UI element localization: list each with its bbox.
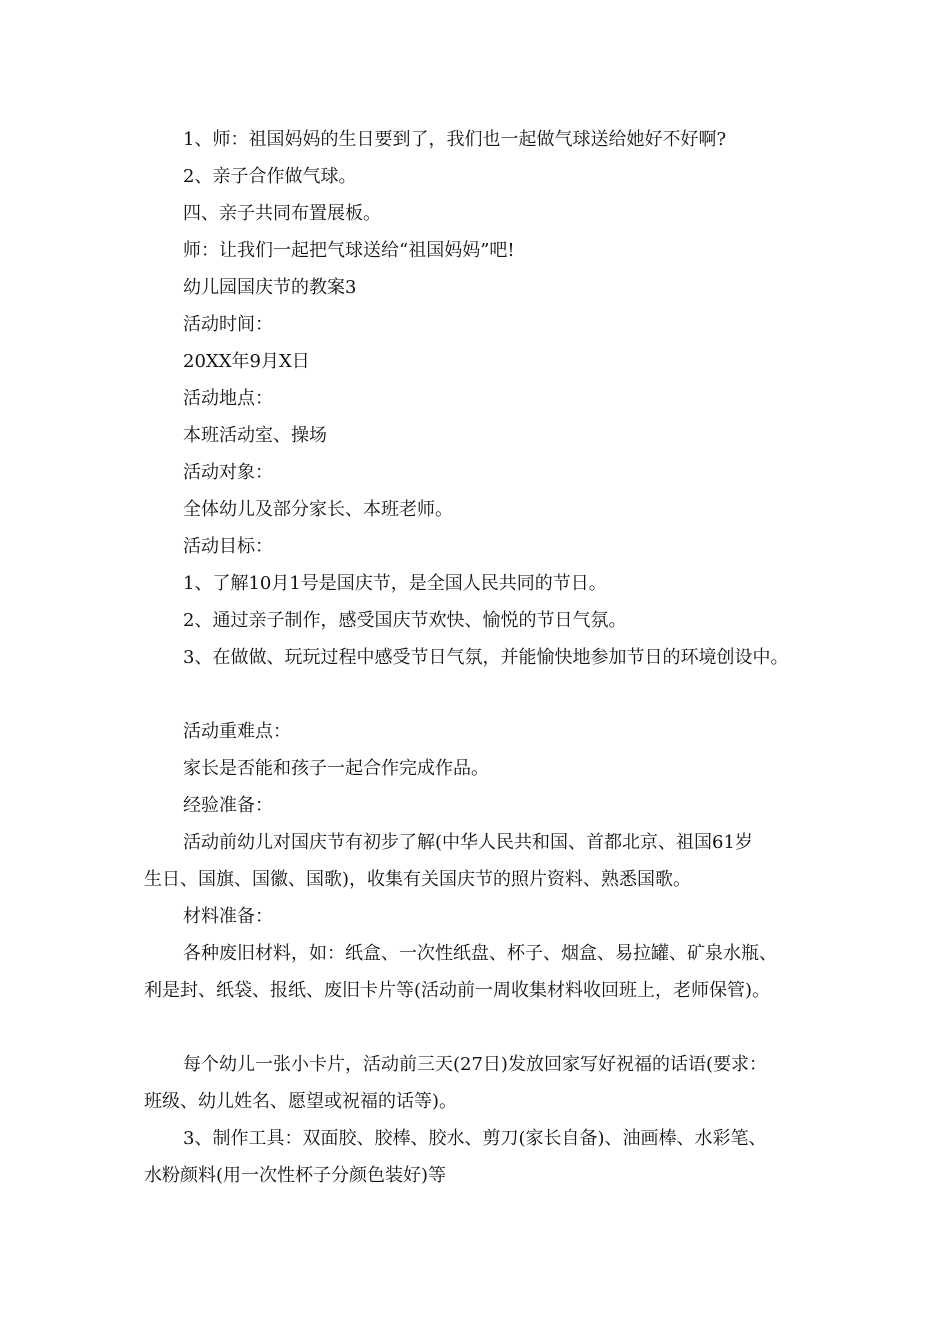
text-line: 四、亲子共同布置展板。	[183, 203, 381, 224]
text-line: 活动时间：	[183, 314, 273, 335]
text-line: 全体幼儿及部分家长、本班老师。	[183, 499, 453, 520]
text-line: 1、师：祖国妈妈的生日要到了，我们也一起做气球送给她好不好啊?	[183, 129, 727, 150]
text-line: 活动地点：	[183, 388, 273, 409]
text-line: 3、在做做、玩玩过程中感受节日气氛，并能愉快地参加节日的环境创设中。	[183, 647, 789, 668]
text-line: 水粉颜料(用一次性杯子分颜色装好)等	[144, 1165, 447, 1186]
text-line: 活动对象：	[183, 462, 273, 483]
text-line: 3、制作工具：双面胶、胶棒、胶水、剪刀(家长自备)、油画棒、水彩笔、	[183, 1128, 767, 1149]
text-line: 2、亲子合作做气球。	[183, 166, 357, 187]
text-line: 班级、幼儿姓名、愿望或祝福的话等)。	[144, 1091, 458, 1112]
text-line: 材料准备：	[183, 906, 273, 927]
text-line: 2、通过亲子制作，感受国庆节欢快、愉悦的节日气氛。	[183, 610, 627, 631]
text-line: 每个幼儿一张小卡片，活动前三天(27日)发放回家写好祝福的话语(要求：	[183, 1054, 767, 1075]
text-line: 20XX年9月X日	[183, 351, 310, 372]
text-line: 生日、国旗、国徽、国歌)，收集有关国庆节的照片资料、熟悉国歌。	[144, 869, 692, 890]
section-title: 幼儿园国庆节的教案3	[183, 277, 357, 298]
text-line: 师：让我们一起把气球送给“祖国妈妈”吧!	[183, 240, 515, 261]
text-line: 各种废旧材料，如：纸盒、一次性纸盘、杯子、烟盒、易拉罐、矿泉水瓶、	[183, 943, 777, 964]
text-line: 经验准备：	[183, 795, 273, 816]
text-line: 活动目标：	[183, 536, 273, 557]
text-line: 本班活动室、操场	[183, 425, 327, 446]
text-line: 1、了解10月1号是国庆节，是全国人民共同的节日。	[183, 573, 607, 594]
text-line: 活动重难点：	[183, 721, 291, 742]
text-line: 利是封、纸袋、报纸、废旧卡片等(活动前一周收集材料收回班上，老师保管)。	[144, 980, 771, 1001]
text-line: 家长是否能和孩子一起合作完成作品。	[183, 758, 489, 779]
text-line: 活动前幼儿对国庆节有初步了解(中华人民共和国、首都北京、祖国61岁	[183, 832, 753, 853]
